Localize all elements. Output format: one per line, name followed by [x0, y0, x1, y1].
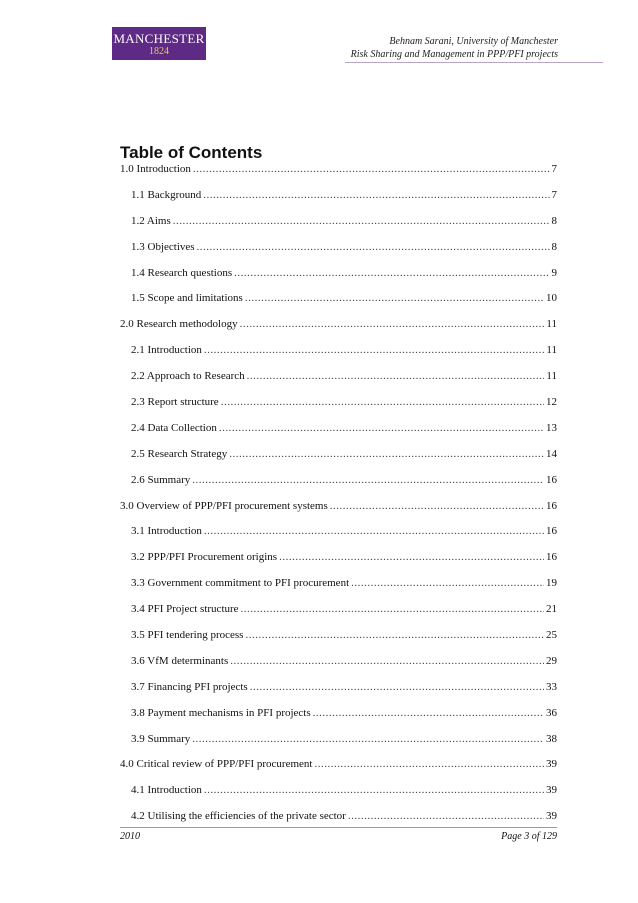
header-divider [345, 62, 603, 63]
logo-name: MANCHESTER [113, 31, 205, 46]
toc-dot-leader [314, 757, 544, 771]
toc-entry-page: 11 [546, 344, 557, 357]
toc-dot-leader [348, 809, 544, 823]
toc-entry-page: 16 [546, 499, 557, 512]
toc-entry[interactable] [120, 499, 557, 525]
toc-entry[interactable] [120, 706, 557, 732]
toc-dot-leader [247, 369, 545, 383]
toc-entry-title: 3.6 VfM determinants [131, 654, 229, 667]
page-header [351, 35, 558, 61]
toc-entry[interactable] [120, 602, 557, 628]
toc-entry[interactable] [120, 162, 557, 188]
toc-dot-leader [219, 421, 544, 435]
toc-dot-leader [204, 783, 544, 797]
toc-entry[interactable] [120, 757, 557, 783]
toc-dot-leader [245, 291, 544, 305]
toc-entry-page: 38 [546, 732, 557, 745]
toc-entry-title: 3.4 PFI Project structure [131, 603, 239, 616]
footer-divider [120, 827, 557, 828]
toc-entry[interactable] [120, 291, 557, 317]
toc-dot-leader [241, 602, 544, 616]
toc-dot-leader [240, 317, 545, 331]
toc-entry-title: 3.9 Summary [131, 732, 191, 745]
toc-entry-page: 33 [546, 680, 557, 693]
toc-entry-page: 8 [551, 240, 557, 253]
toc-entry-title: 1.0 Introduction [120, 163, 191, 175]
toc-entry-page: 21 [546, 603, 557, 616]
toc-entry-title: 3.2 PPP/PFI Procurement origins [131, 551, 278, 564]
toc-entry[interactable] [120, 732, 557, 758]
toc-entry[interactable] [120, 343, 557, 369]
toc-entry-page: 36 [546, 706, 557, 719]
toc-entry[interactable] [120, 628, 557, 654]
toc-dot-leader [351, 576, 544, 590]
toc-entry-title: 3.8 Payment mechanisms in PFI projects [131, 706, 311, 719]
toc-entry-title: 3.3 Government commitment to PFI procurement [131, 577, 350, 590]
toc-entry[interactable] [120, 524, 557, 550]
toc-entry-page: 19 [546, 577, 557, 590]
toc-entry-page: 11 [546, 370, 557, 383]
toc-entry-page: 9 [551, 266, 557, 279]
toc-entry[interactable] [120, 473, 557, 499]
toc-entry-title: 3.5 PFI tendering process [131, 629, 244, 642]
toc-entry[interactable] [120, 783, 557, 809]
toc-entry-title: 4.1 Introduction [131, 784, 202, 797]
toc-entry-title: 3.1 Introduction [131, 525, 202, 538]
toc-dot-leader [245, 628, 544, 642]
toc-dot-leader [221, 395, 544, 409]
toc-entry-title: 2.5 Research Strategy [131, 447, 228, 460]
toc-entry-page: 39 [546, 810, 557, 823]
toc-entry-page: 7 [551, 188, 557, 201]
toc-entry[interactable] [120, 266, 557, 292]
toc-entry[interactable] [120, 809, 557, 835]
toc-entry-page: 16 [546, 551, 557, 564]
toc-entry-title: 2.0 Research methodology [120, 318, 238, 331]
toc-entry-page: 14 [546, 447, 557, 460]
toc-dot-leader [192, 732, 544, 746]
logo-year: 1824 [149, 46, 169, 57]
toc-entry[interactable] [120, 317, 557, 343]
toc-entry-title: 4.0 Critical review of PPP/PFI procurement [120, 758, 313, 771]
toc-entry[interactable] [120, 680, 557, 706]
toc-dot-leader [230, 654, 544, 668]
toc-dot-leader [250, 680, 544, 694]
toc-entry-title: 1.1 Background [131, 188, 202, 201]
toc-entry-page: 29 [546, 654, 557, 667]
header-author: Behnam Sarani, University of Manchester [389, 36, 558, 47]
toc-entry[interactable] [120, 447, 557, 473]
toc-entry-page: 10 [546, 292, 557, 305]
toc-entry[interactable] [120, 576, 557, 602]
toc-entry-title: 3.7 Financing PFI projects [131, 680, 248, 693]
toc-dot-leader [204, 524, 544, 538]
toc-dot-leader [234, 266, 549, 280]
footer-year: 2010 [120, 831, 140, 842]
toc-dot-leader [313, 706, 544, 720]
toc-entry[interactable] [120, 240, 557, 266]
table-of-contents [120, 162, 557, 835]
toc-dot-leader [192, 473, 544, 487]
toc-dot-leader [173, 214, 550, 228]
toc-entry-title: 2.3 Report structure [131, 396, 219, 409]
toc-dot-leader [203, 188, 549, 202]
toc-entry-title: 1.3 Objectives [131, 240, 195, 253]
header-title: Risk Sharing and Management in PPP/PFI projects [350, 49, 558, 60]
toc-entry[interactable] [120, 369, 557, 395]
toc-dot-leader [204, 343, 545, 357]
toc-entry[interactable] [120, 421, 557, 447]
toc-entry-page: 16 [546, 525, 557, 538]
toc-entry[interactable] [120, 214, 557, 240]
toc-entry-page: 8 [551, 214, 557, 227]
toc-entry-title: 2.1 Introduction [131, 344, 202, 357]
toc-entry-page: 7 [551, 163, 557, 175]
university-logo [112, 27, 206, 60]
toc-heading: Table of Contents [120, 143, 263, 162]
toc-entry-title: 4.2 Utilising the efficiencies of the private sector [131, 810, 346, 823]
toc-entry-page: 13 [546, 421, 557, 434]
toc-entry-title: 1.2 Aims [131, 214, 171, 227]
toc-entry[interactable] [120, 188, 557, 214]
toc-entry-title: 3.0 Overview of PPP/PFI procurement systems [120, 499, 328, 512]
footer-page-number: Page 3 of 129 [501, 831, 557, 842]
toc-dot-leader [193, 162, 550, 176]
toc-dot-leader [197, 240, 550, 254]
toc-entry[interactable] [120, 654, 557, 680]
toc-dot-leader [330, 499, 544, 513]
toc-entry-title: 1.5 Scope and limitations [131, 292, 243, 305]
toc-entry-page: 11 [546, 318, 557, 331]
toc-entry[interactable] [120, 395, 557, 421]
toc-dot-leader [279, 550, 544, 564]
toc-entry-page: 12 [546, 396, 557, 409]
toc-entry-title: 1.4 Research questions [131, 266, 233, 279]
toc-entry-title: 2.2 Approach to Research [131, 370, 245, 383]
toc-entry-page: 39 [546, 758, 557, 771]
toc-dot-leader [229, 447, 544, 461]
toc-entry-page: 39 [546, 784, 557, 797]
toc-entry-title: 2.6 Summary [131, 473, 191, 486]
toc-entry-title: 2.4 Data Collection [131, 421, 217, 434]
toc-entry-page: 25 [546, 629, 557, 642]
toc-entry-page: 16 [546, 473, 557, 486]
toc-entry[interactable] [120, 550, 557, 576]
